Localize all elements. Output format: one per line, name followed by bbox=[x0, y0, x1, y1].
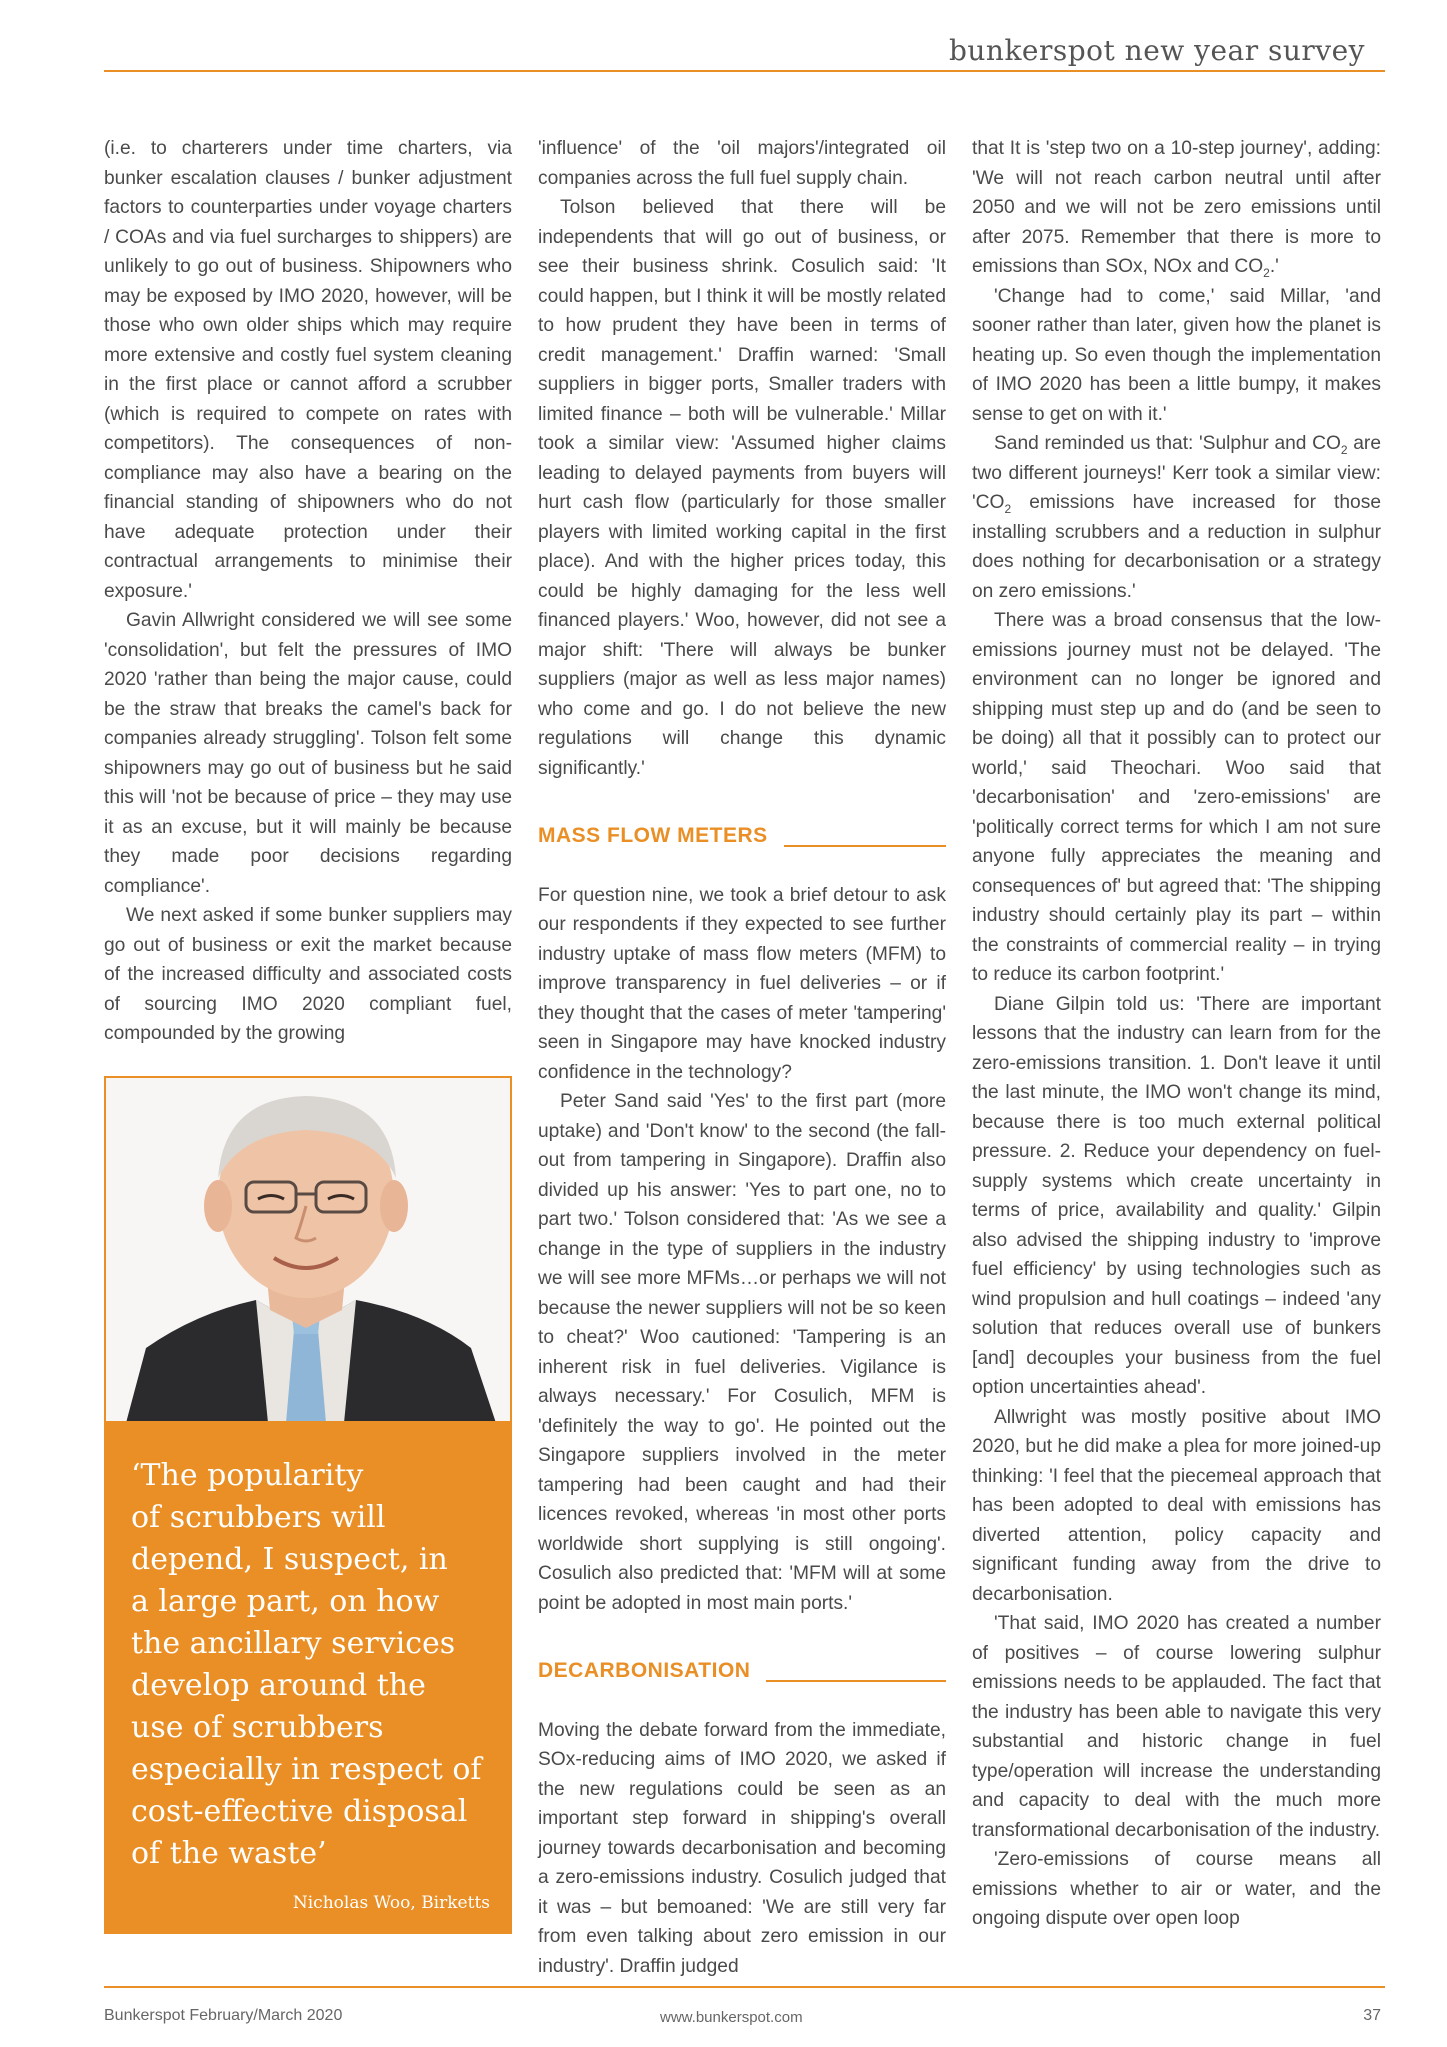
subscript: 2 bbox=[1263, 265, 1270, 280]
paragraph: 'Zero-emissions of course means all emissions whether to air or water, and the ongoing dispute over open loop bbox=[972, 1849, 1381, 1929]
page-number: 37 bbox=[1363, 2007, 1381, 2024]
subscript: 2 bbox=[1004, 501, 1012, 516]
paragraph: Tolson believed that there will be independents that will go out of business, or see their business shrink. Cosulich said: 'It could happen, but I think it will be mostly related to how prudent they have been in terms of credit management.' Draffin warned: 'Small suppliers in bigger ports, Smaller traders with limited finance – both will be vulnerable.' Millar took a similar view: 'Assumed higher claims leading to delayed payments from buyers will hurt cash flow (particularly for those smaller players with limited working capital in the first place). And with the higher prices today, this could be highly damaging for the less well financed players.' Woo, however, did not see a major shift: 'There will always be bunker suppliers (major as well as less major names) who come and go. I do not believe the new regulations will change this dynamic significantly.' bbox=[538, 197, 946, 779]
pull-quote-box bbox=[104, 1421, 512, 1934]
paragraph: Peter Sand said 'Yes' to the first part (more uptake) and 'Don't know' to the second (the fall-out from tampering in Singapore). Draffin also divided up his answer: 'Yes to part one, no to part two.' Tolson considered that: 'As we see a change in the type of suppliers in the industry we will see more MFMs…or perhaps we will not because the newer suppliers will not be so keen to cheat?' Woo cautioned: 'Tampering is an inherent risk in fuel deliveries. Vigilance is always necessary.' For Cosulich, MFM is 'definitely the way to go'. He pointed out the Singapore suppliers involved in the meter tampering had been caught and had their licences revoked, whereas 'in most other ports worldwide short supplying is still ongoing'. Cosulich also predicted that: 'MFM will at some point be adopted in most main ports.' bbox=[538, 1091, 946, 1614]
paragraph bbox=[972, 134, 1381, 282]
heading-rule bbox=[784, 843, 946, 847]
text-run: Sand reminded us that: 'Sulphur and CO bbox=[994, 433, 1341, 454]
paragraph: There was a broad consensus that the low-emissions journey must not be delayed. 'The environment can no longer be ignored and shipping must step up and do (and be seen to be doing) all that it possibly can to protect our world,' said Theochari. Woo said that 'decarbonisation' and 'zero-emissions' are 'politically correct terms for which I am not sure anyone fully appreciates the meaning and consequences of' but agreed that: 'The shipping industry should certainly play its part – within the constraints of commercial reality – in trying to reduce its carbon footprint.' bbox=[972, 610, 1381, 985]
section-heading-decarbonisation bbox=[538, 1656, 946, 1686]
paragraph: 'Change had to come,' said Millar, 'and sooner rather than later, given how the planet is heating up. So even though the implementation of IMO 2020 has been a little bumpy, it makes sense to get on with it.' bbox=[972, 285, 1381, 425]
header-rule bbox=[104, 70, 1385, 72]
paragraph: For question nine, we took a brief detour to ask our respondents if they expected to see further industry uptake of mass flow meters (MFM) to improve transparency in fuel deliveries – or if they thought that the cases of meter 'tampering' seen in Singapore may have knocked industry confidence in the technology? bbox=[538, 884, 946, 1083]
footer-website: www.bunkerspot.com bbox=[660, 2009, 803, 2026]
section-heading-label: MASS FLOW METERS bbox=[538, 824, 768, 847]
paragraph: Diane Gilpin told us: 'There are important lessons that the industry can learn from for the zero-emissions transition. 1. Don't leave it until the last minute, the IMO won't change its mind, because there is too much external political pressure. 2. Reduce your dependency on fuel-supply systems which create uncertainty in terms of price, availability and quality.' Gilpin also advised the shipping industry to 'improve fuel efficiency' by using technologies such as wind propulsion and hull coatings – indeed 'any solution that reduces overall use of bunkers [and] decouples your business from the fuel option uncertainties ahead'. bbox=[972, 993, 1381, 1398]
paragraph: (i.e. to charterers under time charters, via bunker escalation clauses / bunker adjustment factors to counterparties under voyage charters / COAs and via fuel surcharges to shippers) are unlikely to go out of business. Shipowners who may be exposed by IMO 2020, however, will be those who own older ships which may require more extensive and costly fuel system cleaning in the first place or cannot afford a scrubber (which is required to compete on rates with competitors). The consequences of non-compliance may also have a bearing on the financial standing of shipowners who do not have adequate protection under their contractual arrangements to minimise their exposure.' bbox=[104, 138, 512, 602]
paragraph: Gavin Allwright considered we will see some 'consolidation', but felt the pressures of IMO 2020 'rather than being the major cause, could be the straw that breaks the camel's back for companies already struggling'. Tolson felt some shipowners may go out of business but he said this will 'not be because of price – they may use it as an excuse, but it will mainly be because they made poor decisions regarding compliance'. bbox=[104, 610, 512, 897]
footer-rule bbox=[104, 1986, 1385, 1988]
article-column-2 bbox=[538, 134, 946, 1981]
text-run: .' bbox=[1269, 256, 1279, 277]
portrait-photo bbox=[104, 1076, 512, 1425]
article-column-3 bbox=[972, 134, 1381, 1934]
paragraph: We next asked if some bunker suppliers may go out of business or exit the market because of the increased difficulty and associated costs of sourcing IMO 2020 compliant fuel, compounded by the growing bbox=[104, 905, 512, 1044]
heading-rule bbox=[766, 1678, 946, 1682]
text-run: that It is 'step two on a 10-step journey', adding: 'We will not reach carbon neutral until after 2050 and we will not be zero emissions until after 2075. Remember that there is more to emissions than SOx, NOx and CO bbox=[972, 138, 1381, 277]
text-run: emissions have increased for those installing scrubbers and a reduction in sulphur does nothing for decarbonisation or a strategy on zero emissions.' bbox=[972, 492, 1381, 602]
paragraph: Allwright was mostly positive about IMO 2020, but he did make a plea for more joined-up thinking: 'I feel that the piecemeal approach that has been adopted to deal with emissions has diverted attention, policy capacity and significant funding away from the drive to decarbonisation. bbox=[972, 1406, 1381, 1605]
paragraph bbox=[972, 429, 1381, 606]
text-run: are two different journeys!' Kerr took a similar view: 'CO bbox=[972, 433, 1381, 513]
paragraph: 'influence' of the 'oil majors'/integrated oil companies across the full fuel supply chain. bbox=[538, 138, 946, 189]
page-header-title: bunkerspot new year survey bbox=[948, 34, 1365, 67]
pull-quote-attribution: Nicholas Woo, Birketts bbox=[292, 1893, 490, 1913]
section-heading-mass-flow-meters bbox=[538, 821, 946, 851]
portrait-illustration bbox=[106, 1078, 510, 1423]
pull-quote-text: ‘The popularity of scrubbers will depend, I suspect, in a large part, on how the ancillary services develop around the use of scrubbers especially in respect of cost-effective disposal of the waste’ bbox=[131, 1458, 482, 1871]
section-heading-label: DECARBONISATION bbox=[538, 1659, 751, 1682]
paragraph: 'That said, IMO 2020 has created a number of positives – of course lowering sulphur emissions needs to be applauded. The fact that the industry has been able to navigate this very substantial and historic change in fuel type/operation will increase the understanding and capacity to deal with the much more transformational decarbonisation of the industry. bbox=[972, 1613, 1381, 1841]
subscript: 2 bbox=[1340, 442, 1348, 457]
paragraph: Moving the debate forward from the immediate, SOx-reducing aims of IMO 2020, we asked if the new regulations could be seen as an important step forward in shipping's overall journey towards decarbonisation and becoming a zero-emissions industry. Cosulich judged that it was – but bemoaned: 'We are still very far from even talking about zero emission in our industry'. Draffin judged bbox=[538, 1719, 946, 1977]
footer-publication: Bunkerspot February/March 2020 bbox=[104, 2007, 343, 2024]
article-column-1 bbox=[104, 134, 512, 1049]
